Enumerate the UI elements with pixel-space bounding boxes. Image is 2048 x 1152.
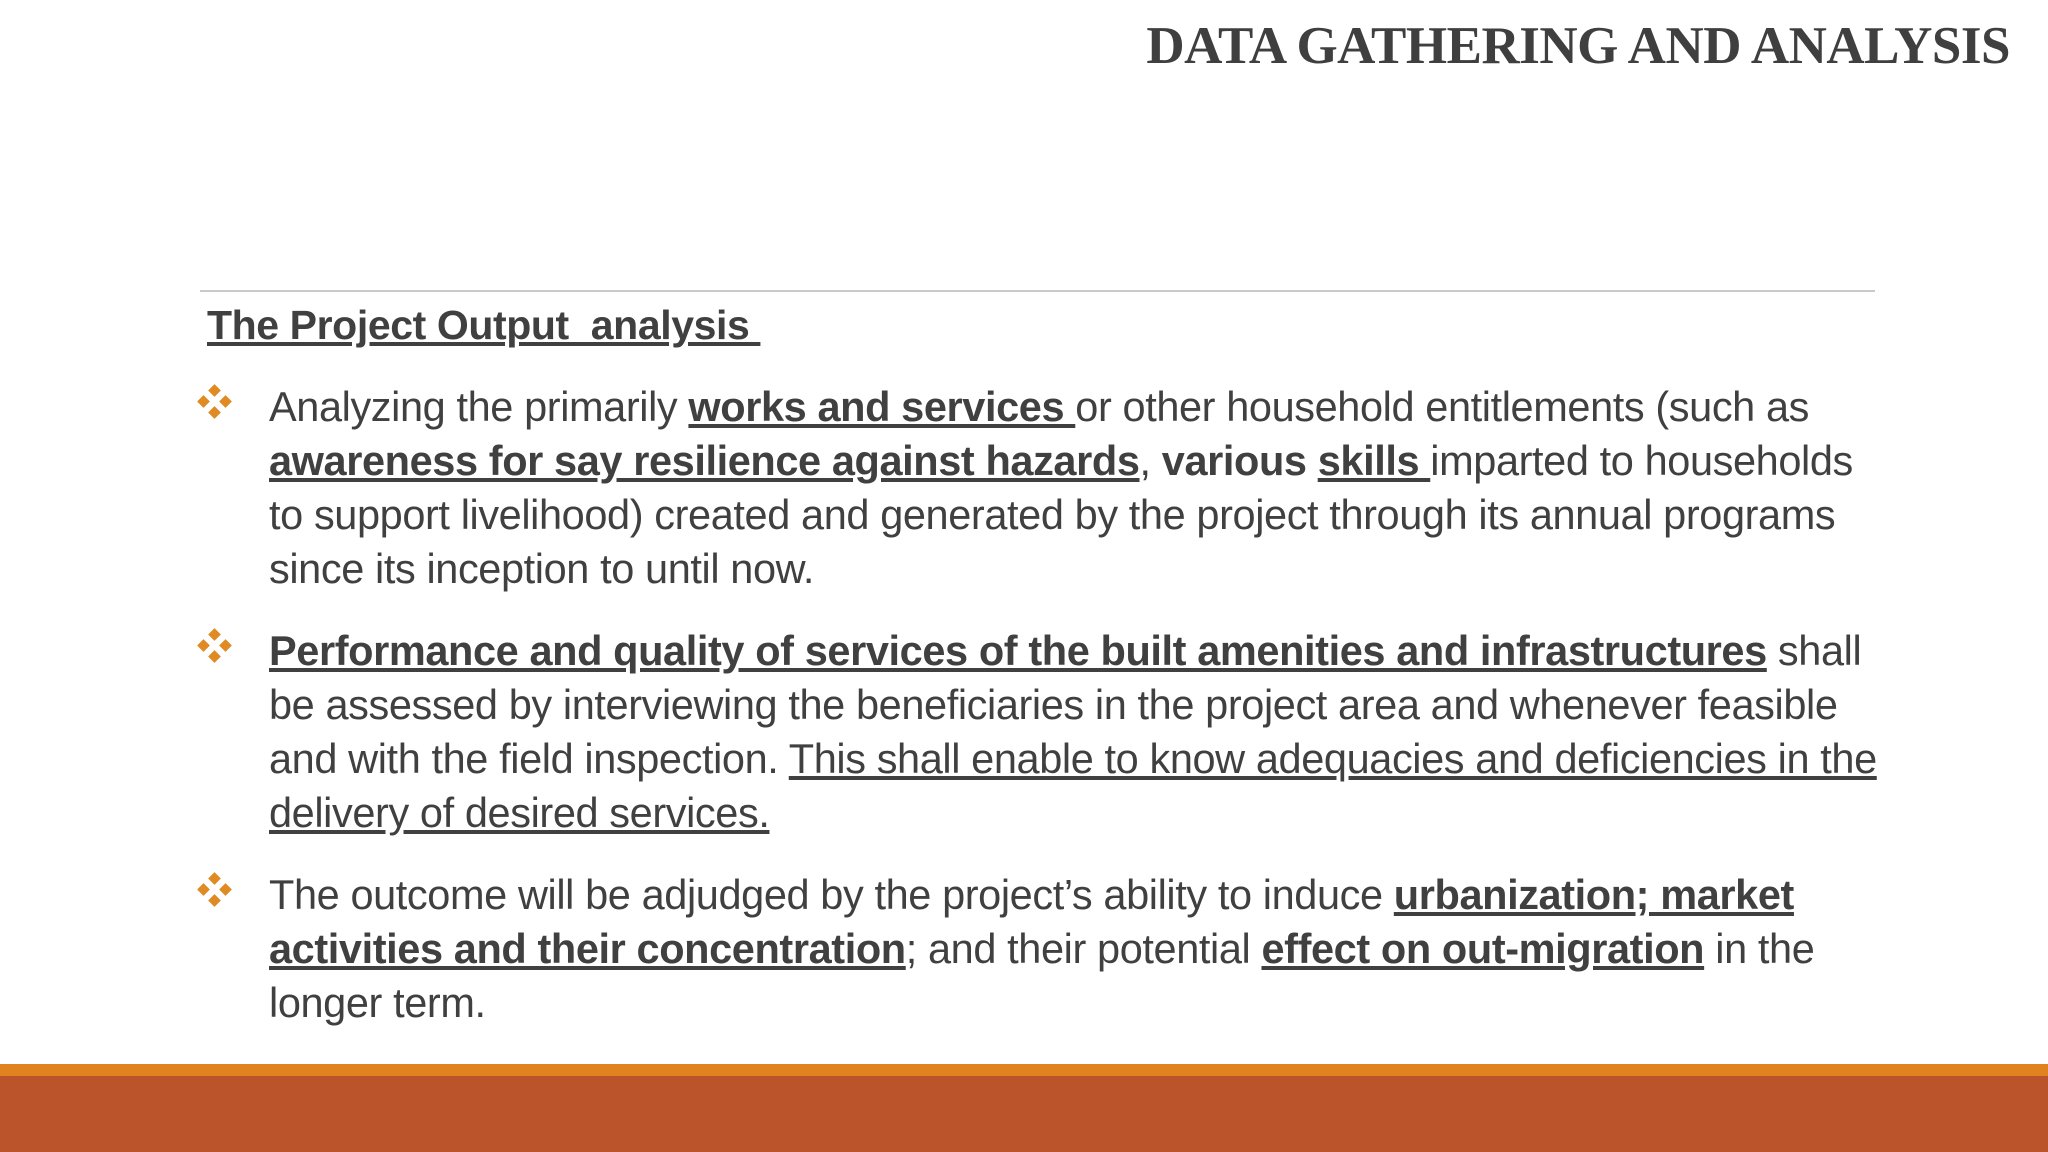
bullet-item-works-services <box>195 380 1895 596</box>
slide-title: DATA GATHERING AND ANALYSIS <box>1146 17 2010 75</box>
text-run: Analyzing the primarily <box>269 383 689 430</box>
divider-line <box>200 290 1875 292</box>
underlined-text: This shall enable to know adequacies and deficiencies in the delivery of desired services. <box>269 735 1877 836</box>
bullet-item-outcome <box>195 868 1895 1030</box>
diamond-cluster-icon <box>195 384 235 424</box>
footer-band <box>0 1076 2048 1152</box>
emphasis-text: Performance and quality of services of the built amenities and infrastructures <box>269 627 1767 674</box>
emphasis-text: effect on out-migration <box>1261 925 1705 972</box>
diamond-cluster-icon <box>195 872 235 912</box>
footer-accent-stripe <box>0 1064 2048 1076</box>
emphasis-text: urbanization; market activities and their concentration <box>269 871 1794 972</box>
emphasis-text: awareness for say resilience against hazards <box>269 437 1140 484</box>
text-run: ; and their potential <box>905 925 1262 972</box>
bullet-list <box>195 380 1895 1058</box>
text-run: , <box>1139 437 1162 484</box>
emphasis-text: works and services <box>688 383 1076 430</box>
bullet-item-performance-quality <box>195 624 1895 840</box>
bold-text: various <box>1161 437 1318 484</box>
section-heading: The Project Output analysis <box>207 302 761 348</box>
text-run: The outcome will be adjudged by the project’s ability to induce <box>269 871 1394 918</box>
text-run: or other household entitlements (such as <box>1075 383 1810 430</box>
text-run: imparted to households to support livelihood) created and generated by the project through its annual programs since its inception to until now. <box>269 437 1853 592</box>
text-run: in the longer term. <box>269 925 1815 1026</box>
emphasis-text: skills <box>1317 437 1431 484</box>
diamond-cluster-icon <box>195 628 235 668</box>
text-run: shall be assessed by interviewing the beneficiaries in the project area and whenever feasible and with the field inspection. <box>269 627 1862 782</box>
